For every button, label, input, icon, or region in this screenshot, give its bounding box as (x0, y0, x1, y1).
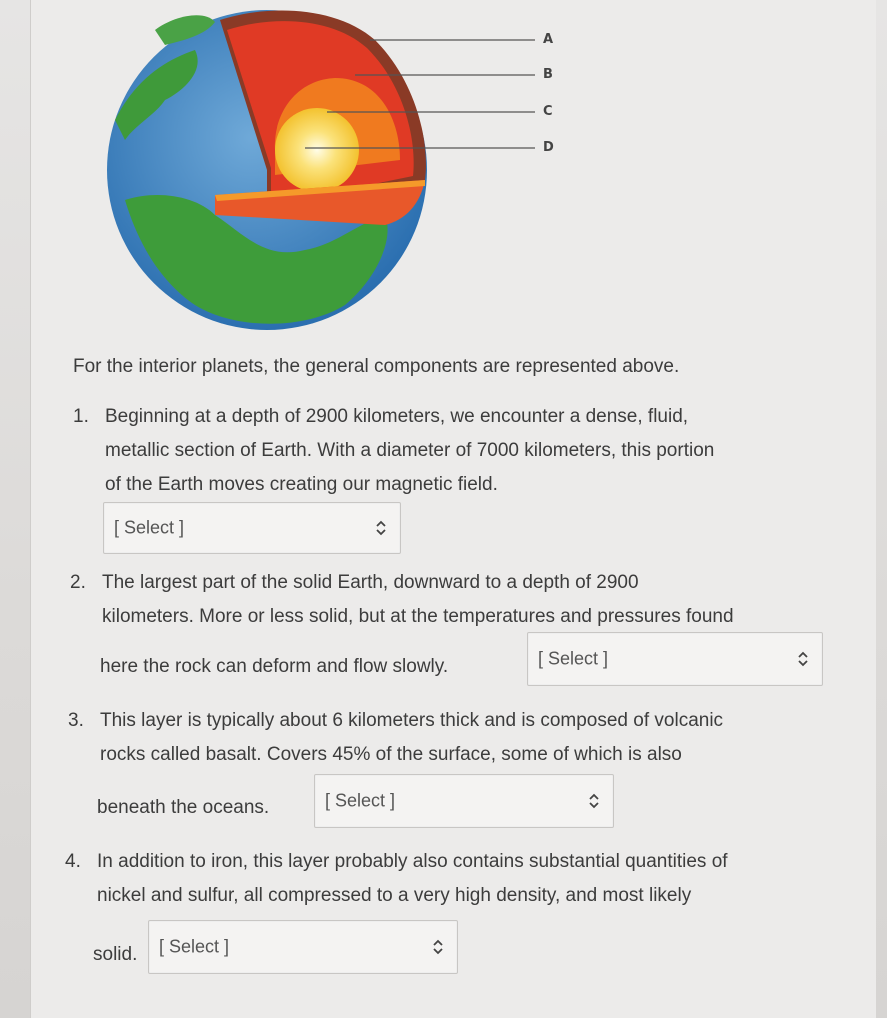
question-line: of the Earth moves creating our magnetic field. (105, 474, 498, 495)
label-a: A (543, 32, 554, 47)
answer-select-4[interactable] (148, 920, 458, 974)
select-placeholder: [ Select ] (114, 517, 185, 538)
question-trailing-text: beneath the oceans. (97, 797, 270, 818)
updown-chevron-icon (589, 793, 599, 809)
earth-layers-diagram (95, 0, 615, 335)
question-number: 4. (65, 851, 81, 872)
label-c: C (543, 104, 553, 119)
question-number: 2. (70, 572, 86, 593)
earth-cutaway-image (95, 0, 615, 335)
question-line: kilometers. More or less solid, but at the temperatures and pressures found (102, 606, 734, 627)
answer-select-3[interactable] (314, 774, 614, 828)
question-number: 1. (73, 406, 89, 427)
question-line: The largest part of the solid Earth, downward to a depth of 2900 (102, 572, 639, 593)
answer-select-2[interactable] (527, 632, 823, 686)
label-d: D (543, 140, 554, 155)
question-line: Beginning at a depth of 2900 kilometers, we encounter a dense, fluid, (105, 406, 689, 427)
question-line: In addition to iron, this layer probably also contains substantial quantities of (97, 851, 728, 872)
question-trailing-text: solid. (93, 944, 138, 965)
updown-chevron-icon (376, 520, 386, 536)
question-line: nickel and sulfur, all compressed to a very high density, and most likely (97, 885, 692, 906)
select-placeholder: [ Select ] (538, 648, 609, 669)
question-line: This layer is typically about 6 kilometers thick and is composed of volcanic (100, 710, 724, 731)
question-trailing-text: here the rock can deform and flow slowly. (100, 656, 449, 677)
updown-chevron-icon (798, 651, 808, 667)
select-placeholder: [ Select ] (325, 790, 396, 811)
question-number: 3. (68, 710, 84, 731)
intro-text: For the interior planets, the general components are represented above. (73, 356, 680, 377)
select-placeholder: [ Select ] (159, 936, 230, 957)
question-line: rocks called basalt. Covers 45% of the surface, some of which is also (100, 744, 682, 765)
answer-select-1[interactable] (103, 502, 401, 554)
question-line: metallic section of Earth. With a diameter of 7000 kilometers, this portion (105, 440, 715, 461)
updown-chevron-icon (433, 939, 443, 955)
label-b: B (543, 67, 553, 82)
inner-core-layer (275, 108, 359, 192)
